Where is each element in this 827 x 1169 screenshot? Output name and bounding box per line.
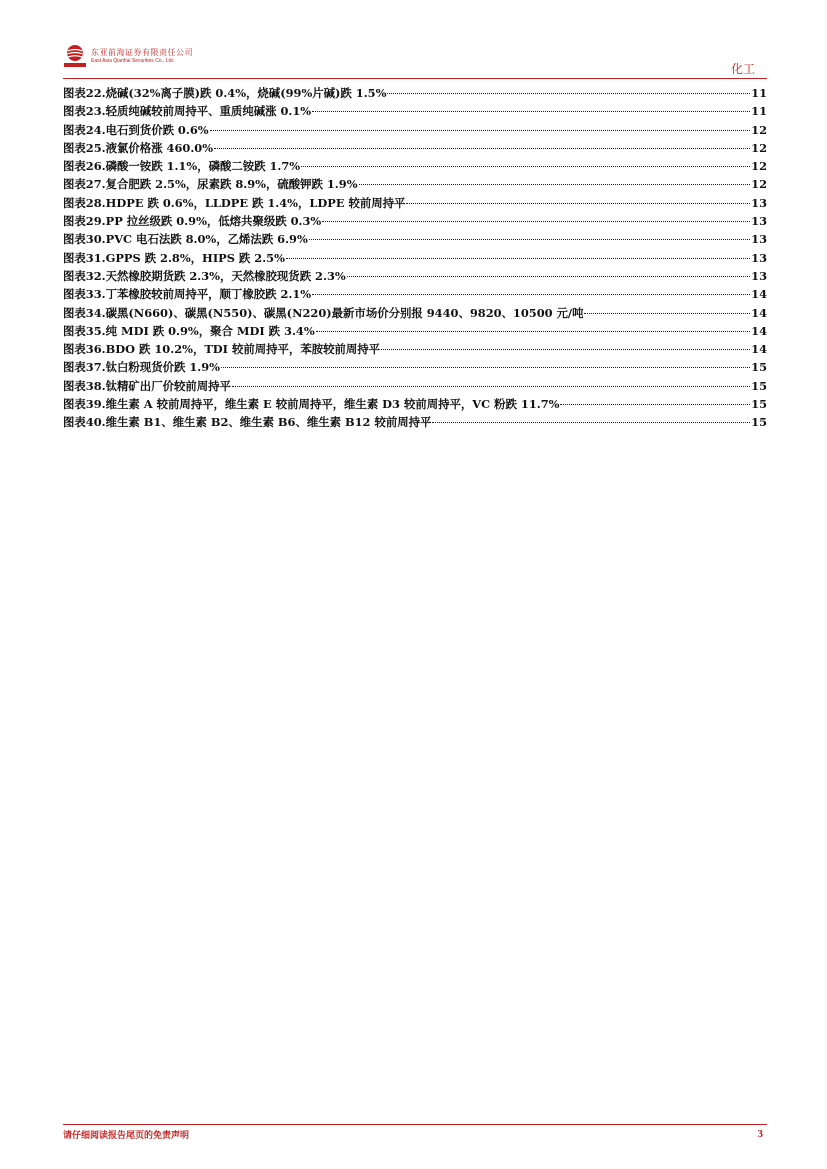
toc-entry-page: 13 <box>751 195 767 210</box>
page-number: 3 <box>757 1128 763 1140</box>
toc-entry-page: 13 <box>751 250 767 265</box>
toc-dot-leader <box>359 184 751 185</box>
toc-entry-title: HDPE 跌 0.6%，LLDPE 跌 1.4%，LDPE 较前周持平 <box>105 195 406 210</box>
toc-entry[interactable] <box>63 175 767 193</box>
toc-entry-number: 图表37. <box>63 360 106 375</box>
toc-entry-title: 烧碱(32%离子膜)跌 0.4%，烧碱(99%片碱)跌 1.5% <box>105 86 387 100</box>
toc-dot-leader <box>312 111 750 112</box>
toc-entry-page: 14 <box>751 323 767 338</box>
toc-dot-leader <box>387 93 750 94</box>
header-divider <box>63 78 767 79</box>
page-header <box>0 0 827 80</box>
toc-entry-title: 维生素 B1、维生素 B2、维生素 B6、维生素 B12 较前周持平 <box>105 415 432 430</box>
toc-dot-leader <box>322 221 750 222</box>
toc-entry-number: 图表40. <box>63 415 106 430</box>
toc-entry-number: 图表38. <box>63 378 106 393</box>
toc-entry[interactable] <box>63 194 767 212</box>
figure-list <box>63 84 767 432</box>
toc-entry[interactable] <box>63 102 767 120</box>
toc-entry[interactable] <box>63 358 767 376</box>
toc-entry-number: 图表35. <box>63 323 106 338</box>
toc-entry-title: 复合肥跌 2.5%，尿素跌 8.9%，硫酸钾跌 1.9% <box>105 177 358 192</box>
toc-entry[interactable] <box>63 157 767 175</box>
toc-entry[interactable] <box>63 304 767 322</box>
toc-entry-page: 15 <box>751 397 767 412</box>
toc-entry-title: 电石到货价跌 0.6% <box>105 122 209 137</box>
toc-entry-number: 图表23. <box>63 104 106 119</box>
toc-entry-number: 图表29. <box>63 214 106 229</box>
toc-entry-page: 15 <box>751 415 767 430</box>
toc-entry-title: PVC 电石法跌 8.0%，乙烯法跌 6.9% <box>105 232 308 247</box>
toc-dot-leader <box>312 294 750 295</box>
toc-entry[interactable] <box>63 395 767 413</box>
toc-entry[interactable] <box>63 377 767 395</box>
toc-entry-page: 12 <box>751 140 767 155</box>
toc-entry-number: 图表32. <box>63 268 106 283</box>
toc-entry-title: 天然橡胶期货跌 2.3%，天然橡胶现货跌 2.3% <box>105 268 346 283</box>
logo-chinese-name: 东亚前海证券有限责任公司 <box>91 47 193 57</box>
toc-entry-page: 11 <box>751 86 767 100</box>
toc-entry[interactable] <box>63 212 767 230</box>
toc-entry-title: 丁苯橡胶较前周持平，顺丁橡胶跌 2.1% <box>105 287 312 302</box>
disclaimer-note: 请仔细阅读报告尾页的免责声明 <box>63 1131 190 1141</box>
toc-entry-title: 液氯价格涨 460.0% <box>105 140 214 155</box>
toc-dot-leader <box>560 404 750 405</box>
toc-entry[interactable] <box>63 267 767 285</box>
toc-entry-page: 14 <box>751 342 767 357</box>
toc-entry-number: 图表30. <box>63 232 106 247</box>
toc-entry-page: 13 <box>751 232 767 247</box>
toc-entry[interactable] <box>63 139 767 157</box>
toc-dot-leader <box>347 276 750 277</box>
toc-entry-page: 13 <box>751 214 767 229</box>
toc-entry-title: 磷酸一铵跌 1.1%，磷酸二铵跌 1.7% <box>105 159 301 174</box>
toc-entry-number: 图表28. <box>63 195 106 210</box>
toc-dot-leader <box>232 386 750 387</box>
toc-entry-number: 图表33. <box>63 287 106 302</box>
toc-dot-leader <box>286 258 750 259</box>
toc-entry-title: BDO 跌 10.2%，TDI 较前周持平，苯胺较前周持平 <box>105 342 381 357</box>
footer-divider <box>63 1124 767 1125</box>
toc-entry-page: 15 <box>751 378 767 393</box>
toc-entry-number: 图表39. <box>63 397 106 412</box>
logo-globe-icon <box>64 44 86 68</box>
toc-entry-page: 11 <box>751 104 767 119</box>
toc-entry-title: 纯 MDI 跌 0.9%，聚合 MDI 跌 3.4% <box>105 323 315 338</box>
toc-entry[interactable] <box>63 285 767 303</box>
toc-dot-leader <box>432 422 750 423</box>
toc-entry-number: 图表31. <box>63 250 106 265</box>
toc-entry[interactable] <box>63 249 767 267</box>
toc-entry-title: 钛白粉现货价跌 1.9% <box>105 360 220 375</box>
toc-entry-number: 图表26. <box>63 159 106 174</box>
toc-entry-title: 碳黑(N660)、碳黑(N550)、碳黑(N220)最新市场价分别报 9440、9820、10500 元/吨 <box>105 305 584 320</box>
toc-entry[interactable] <box>63 84 767 102</box>
toc-entry-number: 图表24. <box>63 122 106 137</box>
toc-entry[interactable] <box>63 340 767 358</box>
toc-dot-leader <box>210 130 751 131</box>
toc-entry-page: 12 <box>751 177 767 192</box>
toc-entry-title: 轻质纯碱较前周持平、重质纯碱涨 0.1% <box>105 104 312 119</box>
toc-dot-leader <box>214 148 750 149</box>
toc-entry[interactable] <box>63 230 767 248</box>
toc-dot-leader <box>381 349 750 350</box>
toc-entry-title: 维生素 A 较前周持平，维生素 E 较前周持平，维生素 D3 较前周持平，VC 粉跌 11.7% <box>105 397 560 412</box>
toc-dot-leader <box>301 166 750 167</box>
toc-dot-leader <box>316 331 750 332</box>
toc-entry-number: 图表34. <box>63 305 106 320</box>
toc-entry-page: 12 <box>751 122 767 137</box>
toc-entry-title: GPPS 跌 2.8%，HIPS 跌 2.5% <box>105 250 285 265</box>
company-logo <box>64 44 193 68</box>
toc-entry-number: 图表36. <box>63 342 106 357</box>
toc-entry-title: PP 拉丝级跌 0.9%，低熔共聚级跌 0.3% <box>105 214 322 229</box>
toc-entry-page: 14 <box>751 287 767 302</box>
toc-entry[interactable] <box>63 322 767 340</box>
toc-entry-page: 12 <box>751 159 767 174</box>
toc-entry-number: 图表27. <box>63 177 106 192</box>
toc-entry-number: 图表25. <box>63 140 106 155</box>
toc-dot-leader <box>584 313 750 314</box>
toc-entry-number: 图表22. <box>63 86 106 100</box>
toc-dot-leader <box>221 367 750 368</box>
report-section-name: 化工 <box>730 62 755 76</box>
toc-entry-page: 14 <box>751 305 767 320</box>
toc-entry-page: 15 <box>751 360 767 375</box>
toc-entry[interactable] <box>63 413 767 431</box>
toc-entry-title: 钛精矿出厂价较前周持平 <box>105 378 231 393</box>
toc-dot-leader <box>406 203 750 204</box>
logo-english-name: East Asia Qianhai Securities Co., Ltd. <box>91 57 175 64</box>
toc-entry-page: 13 <box>751 268 767 283</box>
toc-entry[interactable] <box>63 121 767 139</box>
toc-dot-leader <box>309 239 750 240</box>
